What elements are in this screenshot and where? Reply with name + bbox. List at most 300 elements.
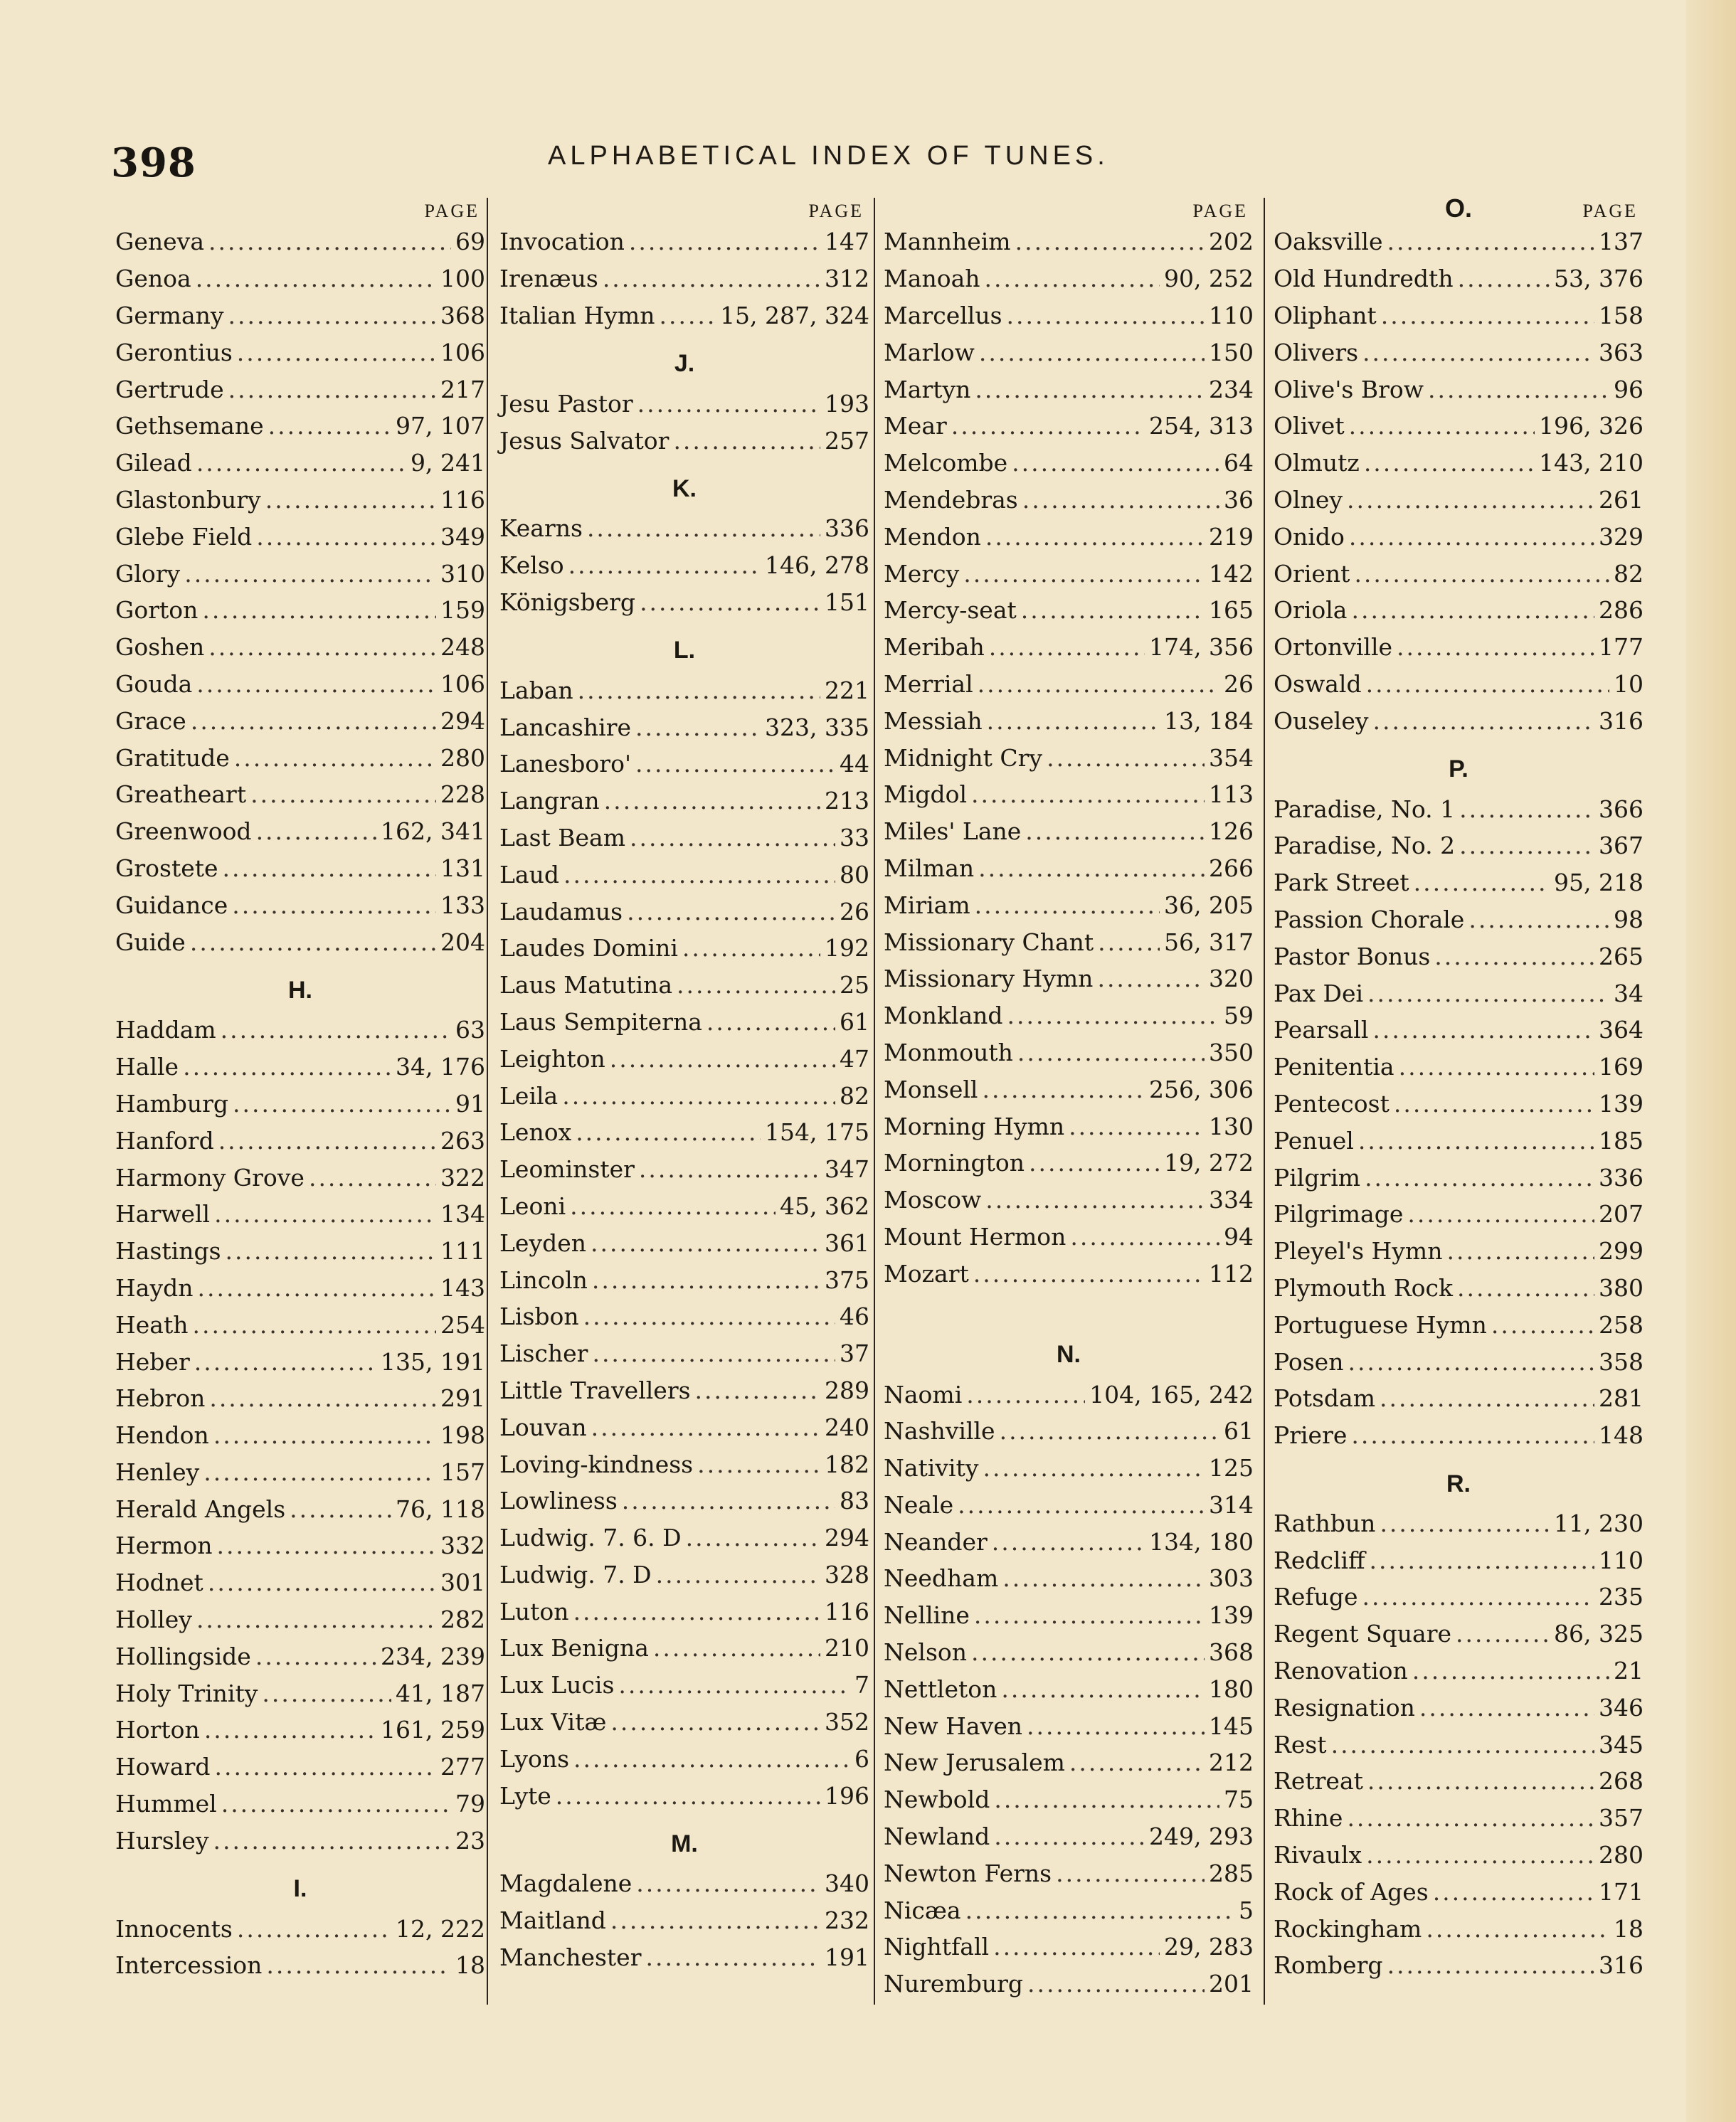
page-numbers: 82 [840, 1081, 869, 1110]
index-entry [1274, 938, 1644, 975]
page-numbers: 133 [440, 891, 485, 919]
index-entry [499, 223, 869, 260]
tune-name: Nightfall [884, 1933, 990, 1961]
page-numbers: 354 [1209, 743, 1254, 772]
index-entry [884, 1634, 1254, 1671]
leader-dots [202, 598, 436, 622]
leader-dots [1434, 945, 1594, 968]
leader-dots [191, 709, 436, 733]
page-numbers: 44 [840, 750, 869, 778]
tune-name: Leoni [499, 1192, 566, 1220]
leader-dots [1407, 1202, 1594, 1226]
tune-name: Guide [115, 928, 186, 956]
tune-name: Laudes Domini [499, 934, 678, 962]
tune-name: Maitland [499, 1906, 606, 1935]
index-entry [1274, 1800, 1644, 1837]
tune-name: New Jerusalem [884, 1749, 1065, 1777]
tune-name: Olmutz [1274, 449, 1360, 477]
index-entry [1274, 975, 1644, 1012]
index-entry [115, 886, 485, 923]
index-entry [1274, 592, 1644, 629]
tune-name: Hendon [115, 1421, 209, 1450]
page-numbers: 26 [1224, 669, 1254, 698]
tune-name: Mear [884, 412, 947, 440]
leader-dots [1351, 1423, 1594, 1447]
page-numbers: 116 [825, 1597, 869, 1625]
leader-dots [1021, 598, 1205, 622]
page-numbers: 368 [440, 301, 485, 329]
page-numbers: 310 [440, 559, 485, 588]
page-numbers: 265 [1599, 942, 1644, 970]
page-numbers: 221 [825, 676, 869, 704]
page-numbers: 210 [825, 1634, 869, 1662]
index-entry [499, 967, 869, 1004]
page-numbers: 134 [440, 1200, 485, 1229]
tune-name: Königsberg [499, 588, 636, 616]
index-entry [1274, 1947, 1644, 1984]
page-numbers: 61 [1224, 1417, 1254, 1445]
tune-name: Olney [1274, 485, 1343, 514]
page-numbers: 193 [825, 389, 869, 418]
page-numbers: 361 [825, 1229, 869, 1257]
page-numbers: 131 [440, 854, 485, 882]
tune-name: Howard [115, 1753, 211, 1781]
index-entry [1274, 1910, 1644, 1947]
page-numbers: 15, 287, 324 [720, 301, 869, 329]
tune-name: Oriola [1274, 596, 1348, 625]
tune-name: Penuel [1274, 1126, 1354, 1155]
index-entry [884, 1145, 1254, 1182]
tune-name: Rockingham [1274, 1914, 1422, 1943]
tune-name: Genoa [115, 265, 191, 293]
leader-dots [645, 1946, 820, 1969]
index-entry [499, 1409, 869, 1445]
leader-dots [656, 1563, 820, 1586]
page-numbers: 289 [825, 1376, 869, 1404]
leader-dots [563, 863, 835, 886]
index-entry [884, 1450, 1254, 1487]
index-entry [115, 739, 485, 776]
index-column-4 [1274, 193, 1644, 1984]
page-numbers: 240 [825, 1413, 869, 1441]
page-numbers: 198 [440, 1421, 485, 1450]
leader-dots [592, 1268, 820, 1292]
index-entry [884, 960, 1254, 997]
page-numbers: 143 [440, 1273, 485, 1302]
tune-name: Italian Hymn [499, 301, 655, 329]
leader-dots [228, 378, 436, 401]
leader-dots [1433, 1880, 1594, 1904]
tune-name: Nativity [884, 1454, 979, 1482]
page-numbers: 380 [1599, 1273, 1644, 1302]
index-entry [1274, 790, 1644, 827]
section-letter: O. [1444, 193, 1473, 223]
index-entry [115, 1122, 485, 1159]
leader-dots [1399, 1055, 1594, 1078]
tune-name: Loving-kindness [499, 1450, 694, 1478]
page-numbers: 212 [1209, 1749, 1254, 1777]
tune-name: Lyons [499, 1744, 570, 1773]
tune-name: Resignation [1274, 1693, 1415, 1722]
page-numbers: 100 [440, 265, 485, 293]
tune-name: Grace [115, 706, 186, 735]
leader-dots [975, 378, 1205, 401]
leader-dots [1419, 1696, 1594, 1719]
leader-dots [677, 973, 835, 997]
leader-dots [1397, 635, 1594, 659]
leader-dots [1456, 1622, 1550, 1645]
index-entry [884, 334, 1254, 371]
page-numbers: 201 [1209, 1970, 1254, 1998]
tune-name: Naomi [884, 1380, 963, 1409]
page-numbers: 332 [440, 1532, 485, 1560]
leader-dots [194, 1350, 376, 1374]
tune-name: Pilgrim [1274, 1163, 1361, 1192]
index-entry [884, 1034, 1254, 1071]
page-numbers: 347 [825, 1155, 869, 1184]
tune-name: Langran [499, 787, 600, 815]
page-numbers: 299 [1599, 1237, 1644, 1266]
leader-dots [978, 672, 1219, 696]
page-numbers: 161, 259 [381, 1716, 485, 1744]
index-entry [1274, 260, 1644, 297]
index-entry [115, 1196, 485, 1233]
page-numbers: 56, 317 [1164, 928, 1254, 956]
page-numbers: 277 [440, 1753, 485, 1781]
tune-name: Ouseley [1274, 706, 1369, 735]
index-entry [884, 776, 1254, 813]
index-entry [1274, 1012, 1644, 1049]
leader-dots [591, 1231, 820, 1255]
index-entry [499, 1556, 869, 1593]
index-entry [884, 1597, 1254, 1634]
index-entry [884, 1182, 1254, 1219]
tune-name: Rivaulx [1274, 1841, 1362, 1869]
tune-name: Redcliff [1274, 1546, 1365, 1574]
index-entry [884, 445, 1254, 482]
leader-dots [978, 856, 1205, 880]
index-entry [884, 739, 1254, 776]
tune-name: Mercy [884, 559, 960, 588]
tune-name: New Haven [884, 1712, 1023, 1740]
index-entry [499, 1372, 869, 1409]
index-entry [1274, 1616, 1644, 1652]
index-entry [884, 555, 1254, 592]
page-numbers: 349 [440, 522, 485, 551]
index-entry [499, 1261, 869, 1298]
index-entry [499, 1630, 869, 1667]
page-numbers: 196, 326 [1539, 412, 1644, 440]
tune-name: Lux Lucis [499, 1671, 615, 1699]
index-entry [1274, 901, 1644, 938]
page-numbers: 375 [825, 1266, 869, 1294]
page-numbers: 150 [1209, 338, 1254, 366]
index-entry [115, 260, 485, 297]
leader-dots [223, 856, 436, 880]
tune-name: Passion Chorale [1274, 905, 1465, 933]
leader-dots [985, 1188, 1205, 1211]
spacer [884, 1292, 1254, 1325]
page-numbers: 80 [840, 860, 869, 888]
page-numbers: 146, 278 [765, 551, 869, 580]
index-entry [884, 1108, 1254, 1145]
page-numbers: 83 [840, 1487, 869, 1515]
tune-name: Mendon [884, 522, 981, 551]
tune-name: Laus Matutina [499, 971, 672, 999]
column-header [115, 198, 485, 223]
page-numbers: 12, 222 [396, 1914, 485, 1943]
page-numbers: 314 [1209, 1490, 1254, 1519]
page-numbers: 266 [1209, 854, 1254, 882]
leader-dots [971, 1640, 1205, 1664]
leader-dots [985, 525, 1205, 548]
tune-name: Mornington [884, 1149, 1025, 1177]
page-numbers: 25 [840, 971, 869, 999]
leader-dots [208, 635, 436, 659]
leader-dots [1001, 1677, 1205, 1701]
page-numbers: 18 [1614, 1914, 1644, 1943]
leader-dots [1367, 1769, 1594, 1793]
index-entry [499, 422, 869, 459]
page-numbers: 110 [1209, 301, 1254, 329]
page-numbers: 334 [1209, 1186, 1254, 1214]
index-entry [115, 1527, 485, 1564]
index-entry [499, 1865, 869, 1902]
leader-dots [636, 1872, 820, 1895]
index-entry [115, 1343, 485, 1380]
index-entry [884, 1744, 1254, 1781]
leader-dots [1367, 982, 1609, 1005]
page-numbers: 90, 252 [1164, 265, 1254, 293]
index-entry [115, 1601, 485, 1638]
index-entry [1274, 371, 1644, 408]
tune-name: Holley [115, 1606, 192, 1634]
index-entry [115, 1233, 485, 1270]
index-entry [499, 1777, 869, 1814]
leader-dots [1017, 1041, 1205, 1064]
index-entry [115, 408, 485, 445]
index-entry [499, 1224, 869, 1261]
page-numbers: 174, 356 [1149, 633, 1254, 662]
index-entry [499, 385, 869, 422]
section-letter: H. [288, 976, 312, 1004]
page-numbers: 36 [1224, 485, 1254, 514]
leader-dots [1426, 1917, 1609, 1941]
page-numbers: 323, 335 [765, 713, 869, 741]
page-numbers: 98 [1614, 905, 1644, 933]
tune-name: Laudamus [499, 897, 623, 925]
tune-name: Leighton [499, 1044, 605, 1073]
index-entry [115, 592, 485, 629]
index-entry [499, 1482, 869, 1519]
leader-dots [974, 1603, 1205, 1627]
tune-name: Posen [1274, 1347, 1344, 1376]
tune-name: Greatheart [115, 780, 247, 809]
leader-dots [587, 516, 820, 540]
index-entry [115, 1454, 485, 1491]
leader-dots [639, 1157, 820, 1181]
leader-dots [226, 1239, 436, 1263]
leader-dots [659, 304, 716, 327]
leader-dots [183, 1055, 391, 1078]
index-entry [499, 1519, 869, 1556]
section-letter: N. [1057, 1341, 1081, 1369]
tune-name: Mannheim [884, 228, 1011, 256]
leader-dots [1070, 1225, 1219, 1248]
page-numbers: 368 [1209, 1638, 1254, 1667]
index-entry [884, 1523, 1254, 1560]
page-numbers: 135, 191 [381, 1347, 485, 1376]
page-numbers: 21 [1614, 1657, 1644, 1685]
leader-dots [214, 1755, 436, 1778]
page-numbers: 125 [1209, 1454, 1254, 1482]
tune-name: Grostete [115, 854, 218, 882]
index-entry [499, 1151, 869, 1188]
leader-dots [1012, 451, 1219, 474]
page-numbers: 352 [825, 1708, 869, 1736]
leader-dots [1370, 1549, 1594, 1572]
page-numbers: 53, 376 [1554, 265, 1644, 293]
leader-dots [1362, 341, 1594, 364]
tune-name: Ortonville [1274, 633, 1393, 662]
tune-name: Nelson [884, 1638, 968, 1667]
leader-dots [966, 1383, 1085, 1406]
page-number: 398 [111, 139, 196, 186]
tune-name: Heath [115, 1310, 189, 1339]
index-entry [115, 1270, 485, 1307]
tune-name: Germany [115, 301, 224, 329]
index-entry [1274, 827, 1644, 864]
leader-dots [1362, 1585, 1595, 1608]
page-numbers: 29, 283 [1164, 1933, 1254, 1961]
page-numbers: 159 [440, 596, 485, 625]
leader-dots [196, 1608, 436, 1631]
tune-name: Hanford [115, 1126, 214, 1155]
index-entry [115, 1159, 485, 1196]
section-letter: M. [671, 1830, 698, 1858]
leader-dots [989, 635, 1145, 659]
page-column-label: PAGE [424, 201, 480, 221]
tune-name: Old Hundredth [1274, 265, 1454, 293]
index-entry [1274, 864, 1644, 901]
tune-name: Haddam [115, 1016, 216, 1044]
index-entry [884, 629, 1254, 666]
page-numbers: 82 [1614, 559, 1644, 588]
page-numbers: 185 [1599, 1126, 1644, 1155]
page-numbers: 268 [1599, 1767, 1644, 1795]
page-numbers: 235 [1599, 1583, 1644, 1611]
page-numbers: 182 [825, 1450, 869, 1478]
leader-dots [610, 1047, 835, 1071]
tune-name: Heber [115, 1347, 190, 1376]
leader-dots [1459, 834, 1594, 857]
index-entry [1274, 1873, 1644, 1910]
index-entry [1274, 297, 1644, 334]
page-numbers: 219 [1209, 522, 1254, 551]
tune-name: Newton Ferns [884, 1859, 1052, 1887]
page-numbers: 151 [825, 588, 869, 616]
tune-name: Romberg [1274, 1951, 1383, 1980]
leader-dots [573, 1600, 820, 1623]
page-numbers: 312 [825, 265, 869, 293]
index-entry [884, 666, 1254, 703]
page-numbers: 257 [825, 426, 869, 455]
page-numbers: 363 [1599, 338, 1644, 366]
leader-dots [965, 1899, 1234, 1922]
tune-name: Potsdam [1274, 1384, 1376, 1413]
leader-dots [1381, 304, 1594, 327]
index-entry [1274, 408, 1644, 445]
page-numbers: 357 [1599, 1804, 1644, 1832]
page-numbers: 232 [825, 1906, 869, 1935]
leader-dots [973, 1262, 1205, 1285]
leader-dots [695, 1379, 820, 1402]
index-entry [1274, 1505, 1644, 1542]
page-numbers: 147 [825, 228, 869, 256]
index-entry [884, 997, 1254, 1034]
tune-name: Geneva [115, 228, 204, 256]
page-numbers: 86, 325 [1554, 1620, 1644, 1648]
index-entry [499, 1298, 869, 1335]
leader-dots [1365, 1166, 1594, 1189]
tune-name: Priere [1274, 1421, 1348, 1450]
index-entry [884, 1670, 1254, 1707]
index-column-2 [499, 198, 869, 1975]
page-numbers: 154, 175 [765, 1118, 869, 1147]
section-letter: I. [293, 1875, 307, 1903]
tune-name: Guidance [115, 891, 228, 919]
leader-dots [1007, 1004, 1219, 1027]
leader-dots [203, 1460, 436, 1484]
leader-dots [975, 893, 1160, 917]
page-numbers: 249, 293 [1149, 1823, 1254, 1851]
page-edge [1686, 0, 1736, 2122]
leader-dots [1446, 1239, 1594, 1263]
tune-name: Lux Vitæ [499, 1708, 607, 1736]
page-numbers: 281 [1599, 1384, 1644, 1413]
tune-name: Lanesboro' [499, 750, 632, 778]
tune-name: Pilgrimage [1274, 1200, 1404, 1229]
page-numbers: 41, 187 [396, 1679, 485, 1707]
column-rule [874, 198, 875, 2005]
page-numbers: 263 [440, 1126, 485, 1155]
tune-name: Lux Benigna [499, 1634, 649, 1662]
tune-name: Laus Sempiterna [499, 1007, 702, 1036]
tune-name: Oaksville [1274, 228, 1383, 256]
index-entry [115, 334, 485, 371]
index-entry [115, 445, 485, 482]
tune-name: Mozart [884, 1259, 969, 1288]
tune-name: Lyte [499, 1781, 551, 1810]
tune-name: Pax Dei [1274, 979, 1364, 1007]
tune-name: Messiah [884, 706, 983, 735]
page-numbers: 63 [455, 1016, 485, 1044]
page-numbers: 316 [1599, 1951, 1644, 1980]
page-numbers: 97, 107 [396, 412, 485, 440]
page-numbers: 286 [1599, 596, 1644, 625]
tune-name: Rhine [1274, 1804, 1343, 1832]
index-entry [1274, 334, 1644, 371]
page-numbers: 261 [1599, 485, 1644, 514]
tune-name: Lischer [499, 1339, 588, 1368]
leader-dots [193, 1313, 437, 1337]
index-entry [884, 1219, 1254, 1256]
index-entry [499, 672, 869, 709]
page-numbers: 37 [840, 1339, 869, 1368]
page-numbers: 280 [440, 743, 485, 772]
tune-name: Missionary Chant [884, 928, 1094, 956]
index-entry [884, 886, 1254, 923]
